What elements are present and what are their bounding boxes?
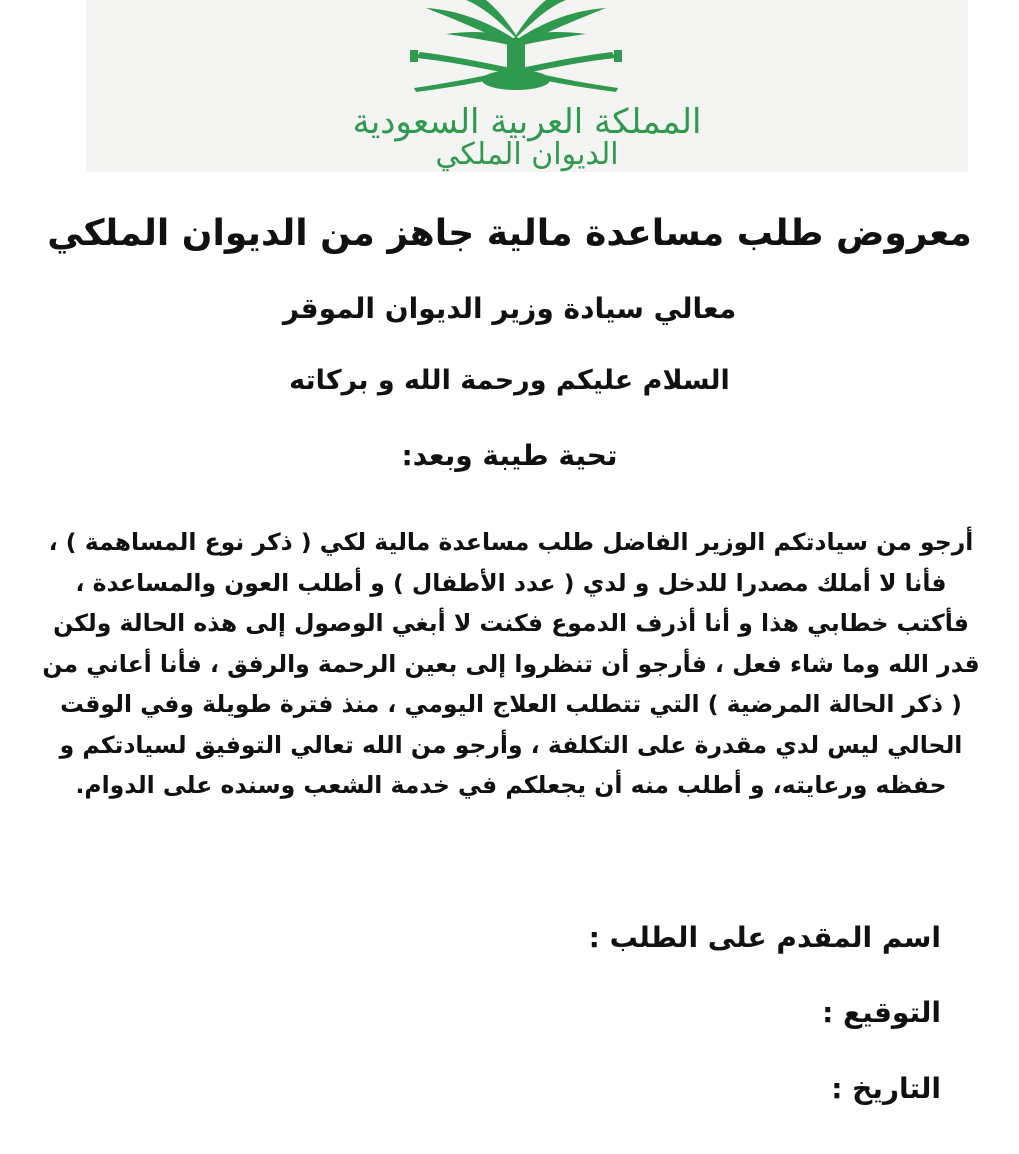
signature-label: التوقيع :: [822, 996, 941, 1029]
saudi-emblem-icon: [386, 0, 646, 100]
royal-court-name: الديوان الملكي: [435, 137, 619, 172]
letter-addressee: معالي سيادة وزير الديوان الموقر: [282, 292, 737, 325]
letter-body: أرجو من سيادتكم الوزير الفاضل طلب مساعدة مالية لكي ( ذكر نوع المساهمة ) ، فأنا لا أملك مصدرا للدخل و لدي ( عدد الأطفال ) و أطلب العون والمساعدة ، فأكتب خطابي هذا و أنا أذرف الدموع فكنت لا أبغي الوصول إلى هذه الحالة ولكن قدر الله وما شاء فعل ، فأرجو أن تنظروا إلى بعين الرحمة والرفق ، فأنا أعاني من ( ذكر الحالة المرضية ) التي تتطلب العلاج اليومي ، منذ فترة طويلة وفي الوقت الحالي ليس لدي مقدرة على التكلفة ، وأرجو من الله تعالي التوفيق لسيادتكم و حفظه ورعايته، و أطلب منه أن يجعلكم في خدمة الشعب وسنده على الدوام.: [42, 528, 980, 799]
letter-greeting: تحية طيبة وبعد:: [401, 439, 618, 472]
applicant-name-label: اسم المقدم على الطلب :: [588, 921, 941, 954]
kingdom-name: المملكة العربية السعودية: [352, 102, 702, 142]
letter-title: معروض طلب مساعدة مالية جاهز من الديوان الملكي: [47, 213, 972, 254]
letter-salutation: السلام عليكم ورحمة الله و بركاته: [289, 365, 730, 396]
date-label: التاريخ :: [831, 1072, 941, 1105]
